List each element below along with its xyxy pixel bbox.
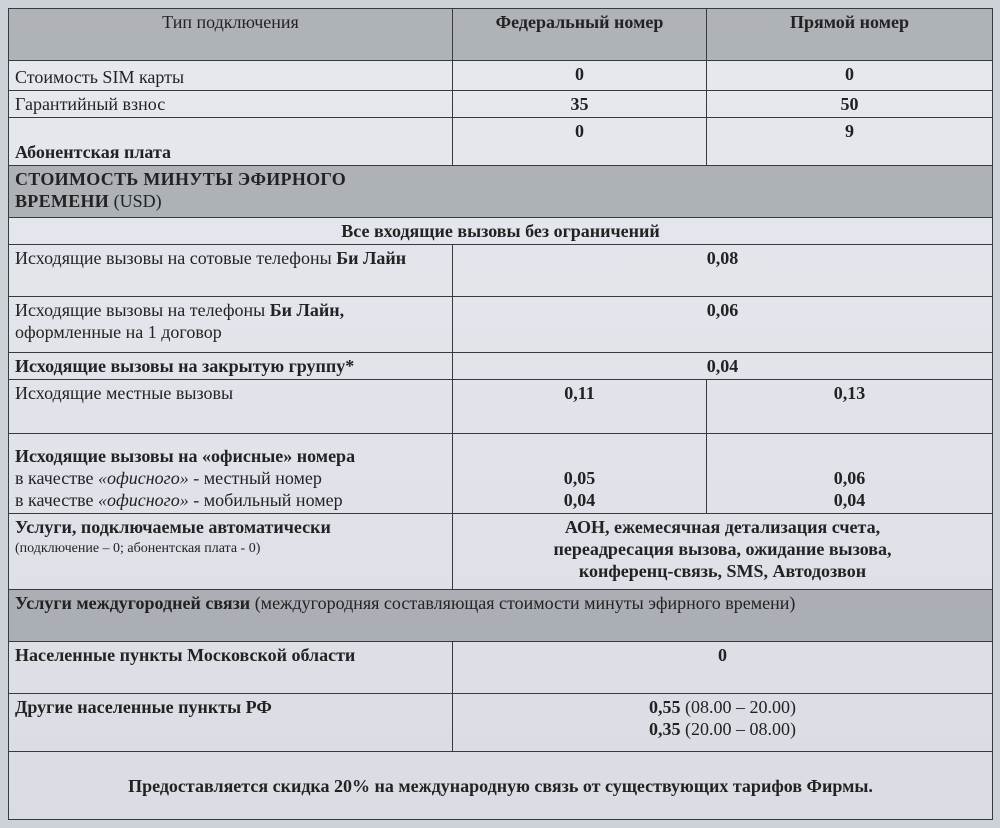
office-local-line (15, 467, 446, 489)
office-mobile-line (15, 489, 446, 511)
beeline-name-2: Би Лайн, (269, 300, 345, 320)
header-federal-number: Федеральный номер (453, 9, 707, 61)
row-auto-services (9, 514, 993, 590)
row-outgoing-contract (9, 297, 993, 353)
row-deposit (9, 91, 993, 118)
row-other-rf (9, 694, 993, 752)
deposit-federal: 35 (453, 91, 707, 118)
row-office-numbers (9, 434, 993, 514)
outgoing-mobile-text: Исходящие вызовы на сотовые телефоны (15, 248, 332, 268)
office-mobile-post: - мобильный номер (193, 490, 343, 510)
longdistance-title (9, 590, 993, 642)
fee-direct: 9 (707, 118, 993, 166)
closed-group-value: 0,04 (453, 353, 993, 380)
header-row (9, 9, 993, 61)
fee-label: Абонентская плата (9, 118, 453, 166)
office-local-post: - местный номер (193, 468, 322, 488)
deposit-label: Гарантийный взнос (9, 91, 453, 118)
local-calls-federal: 0,11 (453, 380, 707, 434)
office-direct (707, 434, 993, 514)
office-mobile-italic: «офисного» (97, 490, 189, 510)
other-rf-day-price: 0,55 (649, 697, 681, 717)
office-direct-local: 0,06 (833, 468, 866, 488)
moscow-region-value: 0 (453, 642, 993, 694)
outgoing-mobile-label (9, 245, 453, 297)
airtime-title-unit: (USD) (113, 191, 162, 211)
row-footer (9, 752, 993, 820)
other-rf-night-price: 0,35 (649, 719, 681, 739)
local-calls-label: Исходящие местные вызовы (9, 380, 453, 434)
services-line-2: переадресация вызова, ожидание вызова, (553, 539, 892, 559)
sim-cost-direct: 0 (707, 61, 993, 91)
services-line-1: АОН, ежемесячная детализация счета, (564, 517, 881, 537)
outgoing-contract-label (9, 297, 453, 353)
other-rf-day-time: (08.00 – 20.00) (685, 697, 796, 717)
row-longdistance-title (9, 590, 993, 642)
services-list (453, 514, 993, 590)
services-note: (подключение – 0; абонентская плата - 0) (15, 541, 261, 556)
closed-group-label: Исходящие вызовы на закрытую группу* (9, 353, 453, 380)
services-line-3: конференц-связь, SMS, Автодозвон (578, 561, 867, 581)
office-federal-mobile: 0,04 (563, 490, 596, 510)
header-direct-number: Прямой номер (707, 9, 993, 61)
other-rf-prices (453, 694, 993, 752)
airtime-title-bold: СТОИМОСТЬ МИНУТЫ ЭФИРНОГО ВРЕМЕНИ (15, 169, 347, 211)
row-local-calls (9, 380, 993, 434)
row-moscow-region (9, 642, 993, 694)
tariff-table (8, 8, 993, 820)
moscow-region-label: Населенные пункты Московской области (9, 642, 453, 694)
outgoing-contract-value: 0,06 (453, 297, 993, 353)
office-label (9, 434, 453, 514)
fee-federal: 0 (453, 118, 707, 166)
longdistance-title-bold: Услуги междугородней связи (15, 593, 251, 613)
row-outgoing-mobile (9, 245, 993, 297)
other-rf-label: Другие населенные пункты РФ (9, 694, 453, 752)
office-direct-mobile: 0,04 (833, 490, 866, 510)
outgoing-mobile-value: 0,08 (453, 245, 993, 297)
row-sim-cost (9, 61, 993, 91)
office-mobile-pre: в качестве (15, 490, 94, 510)
incoming-unlimited: Все входящие вызовы без ограничений (9, 218, 993, 245)
row-subscription-fee (9, 118, 993, 166)
outgoing-contract-text: Исходящие вызовы на телефоны (15, 300, 266, 320)
tariff-sheet (8, 8, 992, 820)
airtime-title (9, 166, 993, 218)
footer-discount: Предоставляется скидка 20% на международную связь от существующих тарифов Фирмы. (9, 752, 993, 820)
sim-cost-federal: 0 (453, 61, 707, 91)
row-airtime-title (9, 166, 993, 218)
row-incoming (9, 218, 993, 245)
other-rf-night (459, 718, 986, 740)
office-local-italic: «офисного» (97, 468, 189, 488)
office-federal (453, 434, 707, 514)
services-label (9, 514, 453, 590)
office-federal-local: 0,05 (563, 468, 596, 488)
office-title: Исходящие вызовы на «офисные» номера (15, 446, 356, 466)
services-title: Услуги, подключаемые автоматически (15, 517, 331, 537)
header-connection-type: Тип подключения (9, 9, 453, 61)
local-calls-direct: 0,13 (707, 380, 993, 434)
longdistance-title-rest: (междугородняя составляющая стоимости минуты эфирного времени) (254, 593, 796, 613)
beeline-name: Би Лайн (336, 248, 407, 268)
other-rf-day (459, 696, 986, 718)
deposit-direct: 50 (707, 91, 993, 118)
outgoing-contract-rest: оформленные на 1 договор (15, 322, 222, 342)
row-closed-group (9, 353, 993, 380)
other-rf-night-time: (20.00 – 08.00) (685, 719, 796, 739)
office-local-pre: в качестве (15, 468, 94, 488)
sim-cost-label: Стоимость SIM карты (9, 61, 453, 91)
